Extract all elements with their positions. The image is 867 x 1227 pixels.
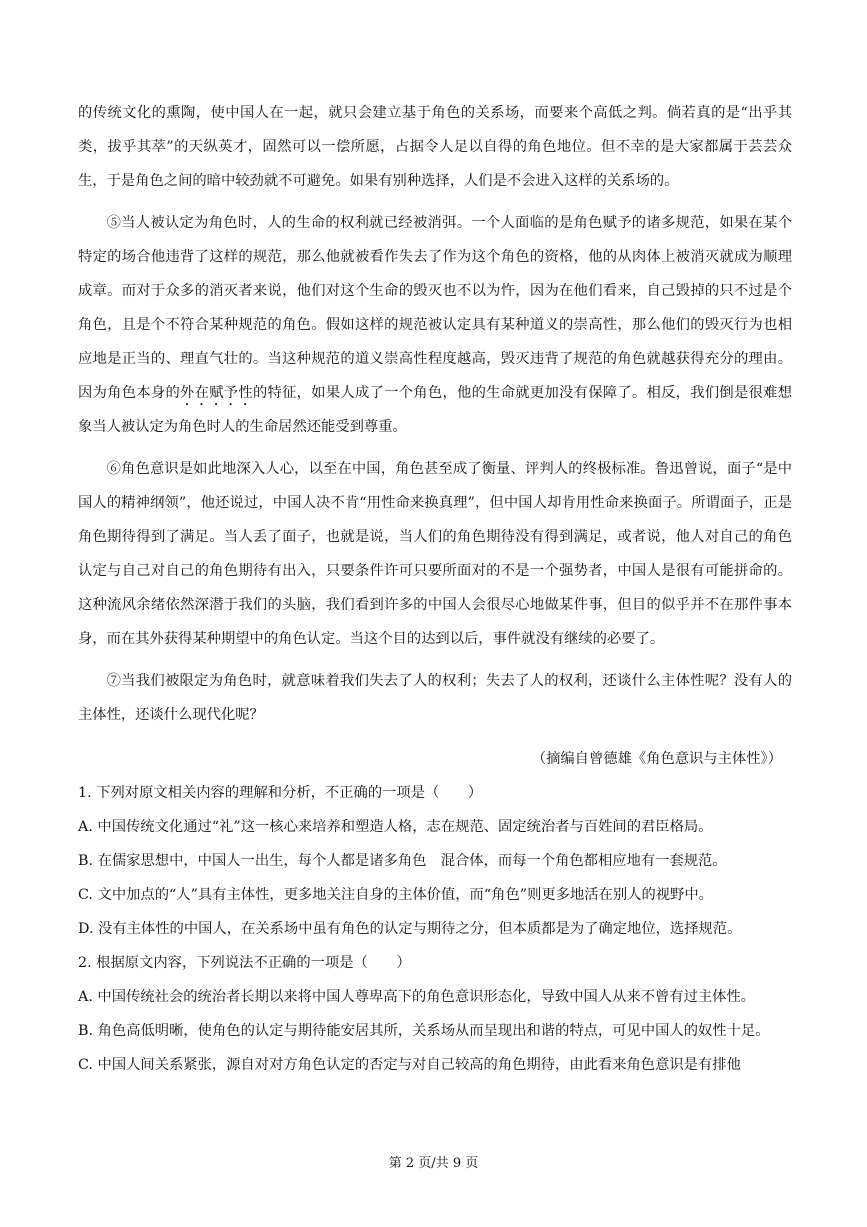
source-citation: （摘编自曾德雄《角色意识与主体性》）	[531, 751, 782, 767]
question-2-stem: 2. 根据原文内容，下列说法不正确的一项是（ ）	[78, 955, 411, 971]
question-1-stem: 1. 下列对原文相关内容的理解和分析，不正确的一项是（ ）	[78, 785, 483, 801]
paragraph-5-text-after: 的特征，如果人成了一个角色，他的生命就更加没有保障了。相反，我们倒是很难想象当人被认定为角色时人的生命居然还能受到尊重。	[78, 385, 793, 435]
page-footer: 第 2 页/共 9 页	[388, 1156, 479, 1171]
question-1-option-d: D. 没有主体性的中国人，在关系场中虽有角色的认定与期待之分，但本质都是为了确定地位，选择规范。	[78, 921, 742, 937]
question-1-option-b: B. 在儒家思想中，中国人一出生，每个人都是诸多角色 混合体，而每一个角色都相应地有一套规范。	[78, 853, 727, 869]
question-1-option-c: C. 文中加点的“人”具有主体性，更多地关注自身的主体价值，而“角色”则更多地活在别人的视野中。	[78, 887, 713, 903]
paragraph-7: ⑦当我们被限定为角色时，就意味着我们失去了人的权利；失去了人的权利，还谈什么主体性呢？没有人的主体性，还谈什么现代化呢？	[78, 673, 792, 723]
document-page	[78, 96, 792, 1082]
paragraph-5	[78, 206, 792, 444]
paragraph-6: ⑥角色意识是如此地深入人心，以至在中国，角色甚至成了衡量、评判人的终极标准。鲁迅曾说，面子“是中国人的精神纲领”，他还说过，中国人决不肯“用性命来换真理”，但中国人却肯用性命来换面子。所谓面子，正是角色期待得到了满足。当人丢了面子，也就是说，当人们的角色期待没有得到满足，或者说，他人对自己的角色认定与自己对自己的角色期待有出入，只要条件许可只要所面对的不是一个强势者，中国人是很有可能拼命的。这种流风余绪依然深潜于我们的头脑，我们看到许多的中国人会很尽心地做某件事，但目的似乎并不在那件事本身，而在其外获得某种期望中的角色认定。当这个目的达到以后，事件就没有继续的必要了。	[78, 461, 792, 647]
question-2-option-b: B. 角色高低明晰，使角色的认定与期待能安居其所，关系场从而呈现出和谐的特点，可见中国人的奴性十足。	[78, 1023, 770, 1039]
question-1-option-a: A. 中国传统文化通过“礼”这一核心来培养和塑造人格，志在规范、固定统治者与百姓间的君臣格局。	[78, 819, 713, 835]
question-2-option-c: C. 中国人间关系紧张，源自对对方角色认定的否定与对自己较高的角色期待，由此看来角色意识是有排他	[78, 1057, 741, 1073]
paragraph-5-text-before: ⑤当人被认定为角色时，人的生命的权利就已经被消弭。一个人面临的是角色赋予的诸多规范，如果在某个特定的场合他违背了这样的规范，那么他就被看作失去了作为这个角色的资格，他的从肉体上被消灭就成为顺理成章。而对于众多的消灭者来说，他们对这个生命的毁灭也不以为忤，因为在他们看来，自己毁掉的只不过是个角色，且是个不符合某种规范的角色。假如这样的规范被认定具有某种道义的崇高性，那么他们的毁灭行为也相应地是正当的、理直气壮的。当这种规范的道义崇高性程度越高，毁灭违背了规范的角色就越获得充分的理由。因为角色本身的	[78, 215, 792, 401]
question-2-option-a: A. 中国传统社会的统治者长期以来将中国人尊卑高下的角色意识形态化，导致中国人从来不曾有过主体性。	[78, 989, 756, 1005]
paragraph-continued: 的传统文化的熏陶，使中国人在一起，就只会建立基于角色的关系场，而要来个高低之判。倘若真的是“出乎其类，拔乎其萃”的天纵英才，固然可以一偿所愿，占据令人足以自得的角色地位。但不幸的是大家都属于芸芸众生，于是角色之间的暗中较劲就不可避免。如果有别种选择，人们是不会进入这样的关系场的。	[78, 105, 792, 189]
emphasis-dotted-text: 外在赋予性	[180, 385, 253, 401]
